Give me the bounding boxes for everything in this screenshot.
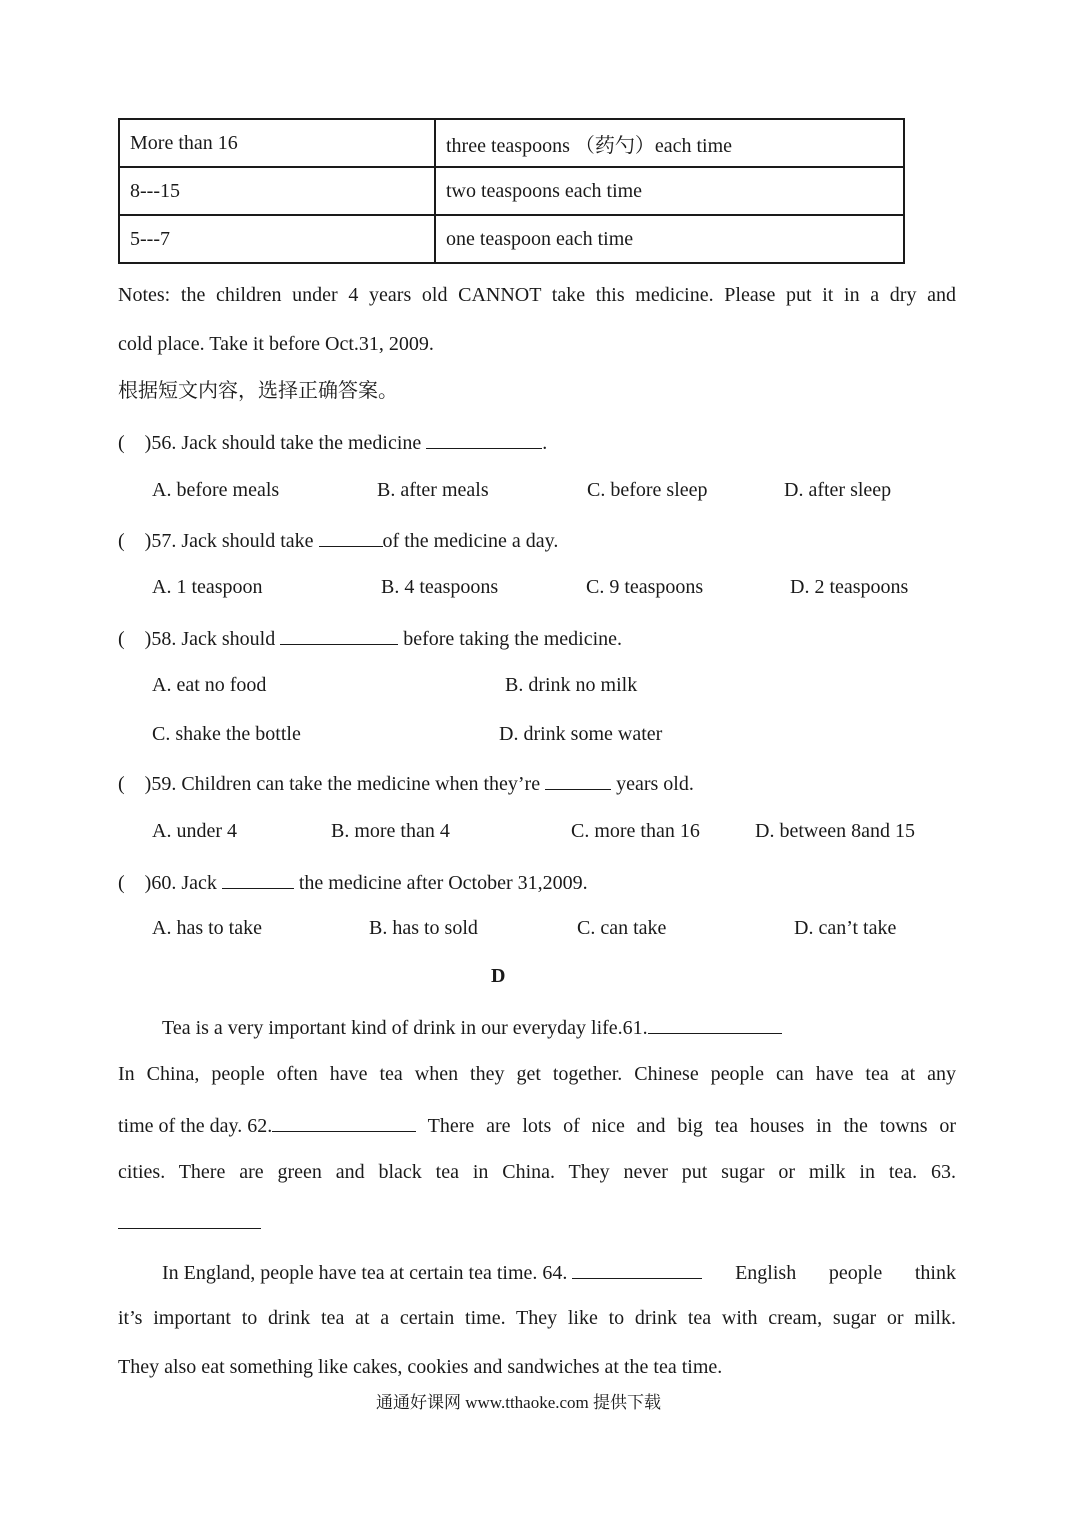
table-cell-dose: two teaspoons each time (435, 167, 904, 215)
answer-paren: ( (118, 628, 125, 650)
passage-line-5 (162, 1260, 956, 1283)
passage-line-3 (118, 1113, 956, 1136)
option-a[interactable]: A. 1 teaspoon (152, 576, 263, 598)
passage-line-4: cities. There are green and black tea in China. They never put sugar or milk in tea. 63. (118, 1161, 956, 1183)
answer-blank-61[interactable] (648, 1015, 782, 1034)
question-stem: )57. Jack should take (144, 530, 319, 552)
answer-blank[interactable] (319, 528, 383, 547)
dosage-table (118, 118, 905, 264)
table-row (119, 167, 904, 215)
answer-blank[interactable] (545, 771, 611, 790)
option-a[interactable]: A. before meals (152, 479, 280, 501)
notes-line-1: Notes: the children under 4 years old CANNOT take this medicine. Please put it in a dry and (118, 284, 956, 306)
option-b[interactable]: B. drink no milk (505, 674, 638, 696)
option-d[interactable]: D. drink some water (499, 723, 663, 745)
question-stem: )56. Jack should take the medicine (144, 432, 427, 454)
question-stem-tail: of the medicine a day. (382, 530, 559, 552)
table-cell-age: More than 16 (119, 119, 435, 167)
option-c[interactable]: C. before sleep (587, 479, 708, 501)
passage-text: English people think (702, 1262, 956, 1284)
option-a[interactable]: A. under 4 (152, 820, 237, 842)
answer-blank[interactable] (426, 430, 542, 449)
answer-paren: ( (118, 773, 125, 795)
passage-text: There are lots of nice and big tea houses in the towns or (416, 1115, 956, 1137)
table-cell-age: 8---15 (119, 167, 435, 215)
answer-blank[interactable] (280, 626, 398, 645)
table-cell-dose: three teaspoons （药勺）each time (435, 119, 904, 167)
passage-line-1 (162, 1015, 782, 1038)
notes-line-2: cold place. Take it before Oct.31, 2009. (118, 333, 434, 355)
answer-blank-62[interactable] (272, 1113, 416, 1132)
option-a[interactable]: A. has to take (152, 917, 262, 939)
answer-paren: ( (118, 432, 125, 454)
table-row (119, 119, 904, 167)
question-stem: )58. Jack should (144, 628, 281, 650)
option-d[interactable]: D. can’t take (794, 917, 897, 939)
question-stem: )59. Children can take the medicine when they’re (144, 773, 546, 795)
option-d[interactable]: D. after sleep (784, 479, 892, 501)
passage-line-7: They also eat something like cakes, cookies and sandwiches at the tea time. (118, 1356, 723, 1378)
question-stem-tail: before taking the medicine. (398, 628, 623, 650)
passage-text: Tea is a very important kind of drink in our everyday life.61. (162, 1017, 648, 1039)
question-59 (118, 771, 694, 794)
answer-blank-63[interactable] (118, 1210, 261, 1229)
option-b[interactable]: B. after meals (377, 479, 489, 501)
instruction: 根据短文内容，选择正确答案。 (118, 380, 398, 402)
option-d[interactable]: D. between 8and 15 (755, 820, 915, 842)
question-60 (118, 870, 588, 893)
option-b[interactable]: B. more than 4 (331, 820, 450, 842)
question-stem-tail: . (542, 432, 548, 454)
table-row (119, 215, 904, 263)
option-c[interactable]: C. more than 16 (571, 820, 700, 842)
option-c[interactable]: C. can take (577, 917, 667, 939)
question-58 (118, 626, 622, 649)
answer-blank-64[interactable] (572, 1260, 702, 1279)
footer-watermark: 通通好课网 www.tthaoke.com 提供下载 (376, 1393, 662, 1412)
passage-text: In England, people have tea at certain tea time. 64. (162, 1262, 573, 1284)
answer-paren: ( (118, 530, 125, 552)
section-heading: D (491, 965, 506, 987)
question-stem: )60. Jack (144, 872, 222, 894)
passage-text: time of the day. 62. (118, 1115, 273, 1137)
option-b[interactable]: B. 4 teaspoons (381, 576, 499, 598)
option-c[interactable]: C. 9 teaspoons (586, 576, 704, 598)
option-a[interactable]: A. eat no food (152, 674, 267, 696)
option-b[interactable]: B. has to sold (369, 917, 478, 939)
question-stem-tail: years old. (611, 773, 694, 795)
passage-line-2: In China, people often have tea when they get together. Chinese people can have tea at any (118, 1063, 956, 1085)
question-56 (118, 430, 547, 453)
question-57 (118, 528, 558, 551)
table-cell-dose: one teaspoon each time (435, 215, 904, 263)
passage-line-6: it’s important to drink tea at a certain time. They like to drink tea with cream, sugar or milk. (118, 1307, 956, 1329)
option-d[interactable]: D. 2 teaspoons (790, 576, 909, 598)
question-stem-tail: the medicine after October 31,2009. (293, 872, 588, 894)
table-cell-age: 5---7 (119, 215, 435, 263)
answer-blank[interactable] (222, 870, 294, 889)
answer-paren: ( (118, 872, 125, 894)
option-c[interactable]: C. shake the bottle (152, 723, 301, 745)
